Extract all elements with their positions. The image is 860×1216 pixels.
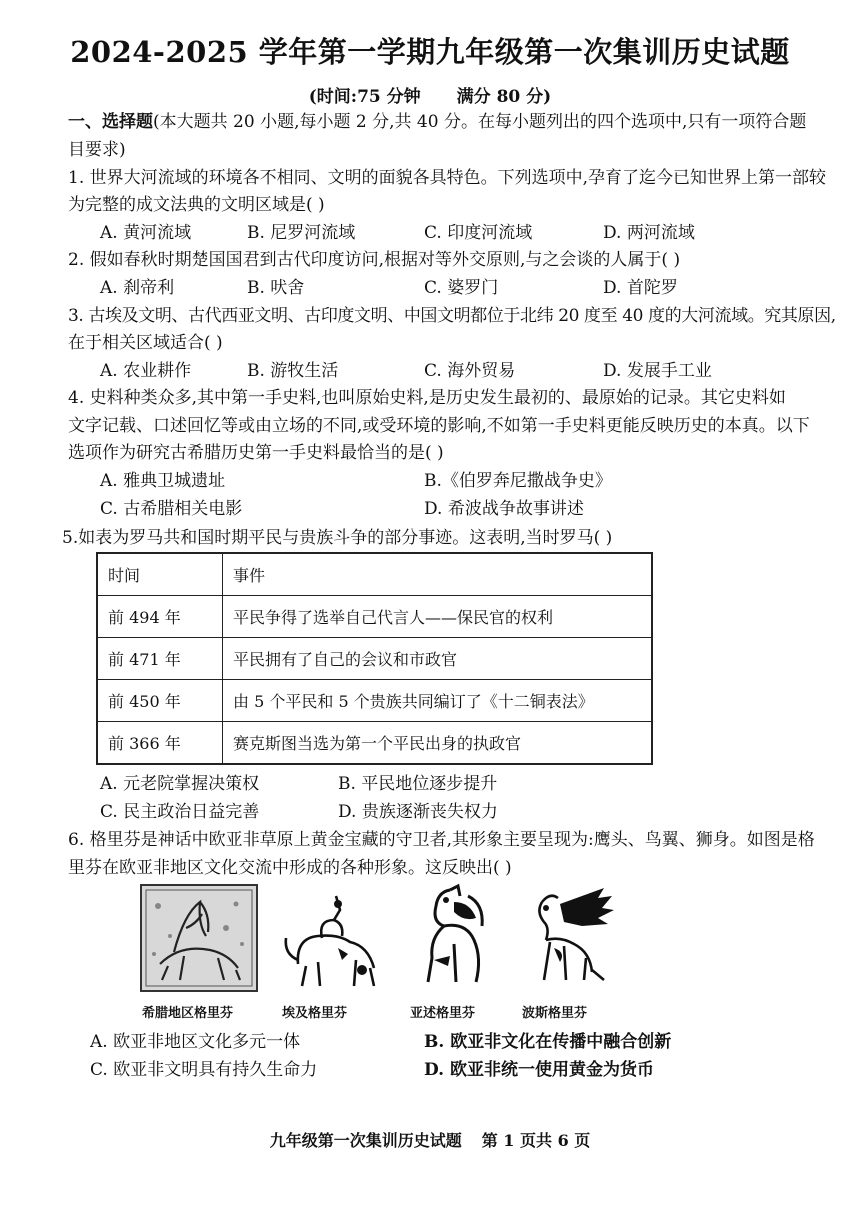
table-cell-event: 平民争得了选举自己代言人——保民官的权利 bbox=[223, 596, 653, 638]
q1-option-d[interactable]: D. 两河流域 bbox=[603, 223, 695, 243]
exam-time: (时间:75 分钟 bbox=[308, 87, 421, 107]
table-cell-time: 前 366 年 bbox=[97, 722, 223, 765]
q3-option-c[interactable]: C. 海外贸易 bbox=[424, 361, 516, 381]
q6-stem-line2: 里芬在欧亚非地区文化交流中形成的各种形象。这反映出( ) bbox=[68, 858, 512, 878]
q1-stem-line1: 1. 世界大河流域的环境各不相同、文明的面貌各具特色。下列选项中,孕育了迄今已知世界上第一部较 bbox=[68, 168, 827, 188]
persian-griffin-caption: 波斯格里芬 bbox=[522, 1006, 588, 1021]
q1-option-a[interactable]: A. 黄河流域 bbox=[100, 223, 192, 243]
egyptian-griffin-caption: 埃及格里芬 bbox=[282, 1006, 348, 1021]
section-heading: 一、选择题 bbox=[68, 112, 153, 132]
q1-option-b[interactable]: B. 尼罗河流域 bbox=[247, 223, 356, 243]
table-cell-time: 前 494 年 bbox=[97, 596, 223, 638]
table-cell-time: 前 450 年 bbox=[97, 680, 223, 722]
q5-option-a[interactable]: A. 元老院掌握决策权 bbox=[100, 774, 260, 794]
griffin-figures bbox=[0, 880, 860, 1020]
q5-table bbox=[96, 552, 653, 765]
q3-option-b[interactable]: B. 游牧生活 bbox=[247, 361, 339, 381]
table-row bbox=[97, 638, 652, 680]
q5-option-d[interactable]: D. 贵族逐渐丧失权力 bbox=[338, 802, 498, 822]
section-description-cont: 目要求) bbox=[68, 140, 126, 160]
q2-option-d[interactable]: D. 首陀罗 bbox=[603, 278, 678, 298]
q4-stem-line2: 文字记载、口述回忆等或由立场的不同,或受环境的影响,不如第一手史料更能反映历史的本真。以下 bbox=[68, 416, 810, 436]
table-header-row bbox=[97, 553, 652, 596]
exam-title: 2024-2025 学年第一学期九年级第一次集训历史试题 bbox=[70, 35, 790, 69]
q4-stem-line3: 选项作为研究古希腊历史第一手史料最恰当的是( ) bbox=[68, 443, 444, 463]
q2-option-a[interactable]: A. 刹帝利 bbox=[100, 278, 175, 298]
assyrian-griffin-image bbox=[410, 882, 500, 992]
q3-stem-line2: 在于相关区域适合( ) bbox=[68, 333, 223, 353]
page-footer bbox=[0, 1128, 860, 1151]
egyptian-griffin-image bbox=[278, 890, 388, 990]
q5-stem-line1: 5.如表为罗马共和国时期平民与贵族斗争的部分事迹。这表明,当时罗马( ) bbox=[62, 528, 613, 548]
q2-stem-line1: 2. 假如春秋时期楚国国君到古代印度访问,根据对等外交原则,与之会谈的人属于( ) bbox=[68, 250, 681, 270]
section-description: (本大题共 20 小题,每小题 2 分,共 40 分。在每小题列出的四个选项中,只有一项符合题 bbox=[153, 112, 807, 132]
table-row bbox=[97, 722, 652, 765]
table-cell-time: 前 471 年 bbox=[97, 638, 223, 680]
table-cell-event: 赛克斯图当选为第一个平民出身的执政官 bbox=[223, 722, 653, 765]
persian-griffin-image bbox=[520, 882, 620, 992]
q6-option-d[interactable]: D. 欧亚非统一使用黄金为货币 bbox=[424, 1060, 654, 1080]
table-header-event: 事件 bbox=[223, 553, 653, 596]
q2-option-c[interactable]: C. 婆罗门 bbox=[424, 278, 499, 298]
footer-exam-name: 九年级第一次集训历史试题 bbox=[269, 1131, 462, 1150]
q5-option-c[interactable]: C. 民主政治日益完善 bbox=[100, 802, 260, 822]
footer-page-number: 第 1 页共 6 页 bbox=[481, 1131, 591, 1150]
table-header-time: 时间 bbox=[97, 553, 223, 596]
assyrian-griffin-caption: 亚述格里芬 bbox=[410, 1006, 476, 1021]
greek-griffin-image bbox=[140, 884, 258, 992]
exam-subtitle bbox=[0, 82, 860, 107]
q1-stem-line2: 为完整的成文法典的文明区域是( ) bbox=[68, 195, 325, 215]
q3-stem-line1: 3. 古埃及文明、古代西亚文明、古印度文明、中国文明都位于北纬 20 度至 40 度的大河流域。究其原因, bbox=[68, 306, 836, 326]
q5-option-b[interactable]: B. 平民地位逐步提升 bbox=[338, 774, 498, 794]
q4-option-c[interactable]: C. 古希腊相关电影 bbox=[100, 499, 243, 519]
q4-stem-line1: 4. 史料种类众多,其中第一手史料,也叫原始史料,是历史发生最初的、最原始的记录。其它史料如 bbox=[68, 388, 786, 408]
q6-option-b[interactable]: B. 欧亚非文化在传播中融合创新 bbox=[424, 1032, 672, 1052]
greek-griffin-caption: 希腊地区格里芬 bbox=[142, 1006, 234, 1021]
q3-option-d[interactable]: D. 发展手工业 bbox=[603, 361, 712, 381]
q2-option-b[interactable]: B. 吠舍 bbox=[247, 278, 305, 298]
q4-option-b[interactable]: B.《伯罗奔尼撒战争史》 bbox=[424, 471, 612, 491]
q1-option-c[interactable]: C. 印度河流域 bbox=[424, 223, 533, 243]
table-cell-event: 由 5 个平民和 5 个贵族共同编订了《十二铜表法》 bbox=[223, 680, 653, 722]
table-cell-event: 平民拥有了自己的会议和市政官 bbox=[223, 638, 653, 680]
exam-score: 满分 80 分) bbox=[456, 87, 552, 107]
q6-option-a[interactable]: A. 欧亚非地区文化多元一体 bbox=[90, 1032, 301, 1052]
table-row bbox=[97, 596, 652, 638]
q4-option-a[interactable]: A. 雅典卫城遗址 bbox=[100, 471, 226, 491]
q4-option-d[interactable]: D. 希波战争故事讲述 bbox=[424, 499, 584, 519]
table-row bbox=[97, 680, 652, 722]
q6-stem-line1: 6. 格里芬是神话中欧亚非草原上黄金宝藏的守卫者,其形象主要呈现为:鹰头、鸟翼、狮身。如图是格 bbox=[68, 830, 815, 850]
q6-option-c[interactable]: C. 欧亚非文明具有持久生命力 bbox=[90, 1060, 318, 1080]
q3-option-a[interactable]: A. 农业耕作 bbox=[100, 361, 192, 381]
section-heading-line bbox=[68, 110, 806, 134]
